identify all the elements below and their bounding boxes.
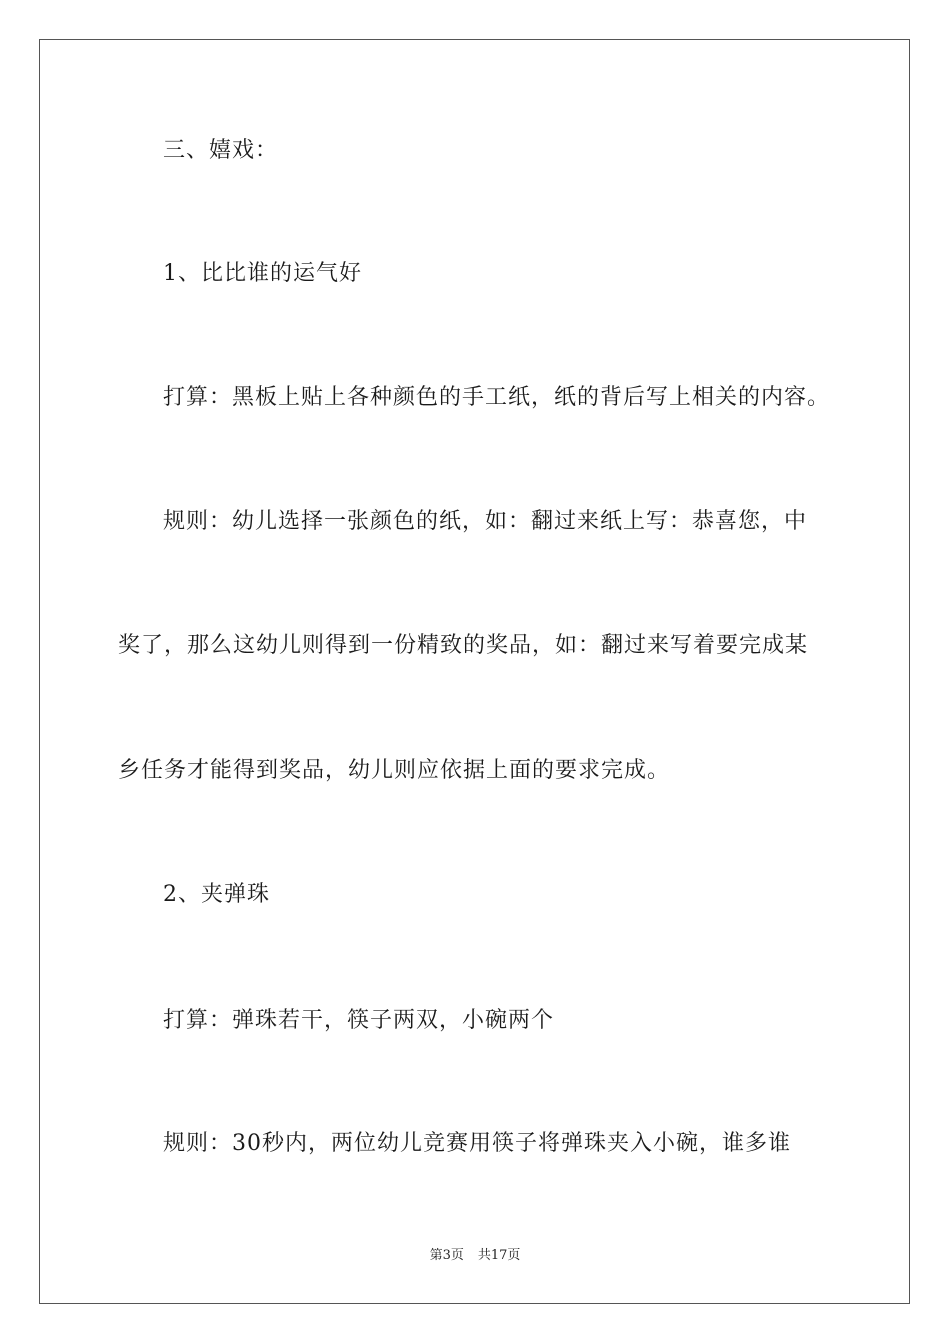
paragraph-line: 规则：30秒内，两位幼儿竞赛用筷子将弹珠夹入小碗，谁多谁 <box>163 1131 791 1156</box>
paragraph-line: 奖了，那么这幼儿则得到一份精致的奖品，如：翻过来写着要完成某 <box>118 633 809 658</box>
page-number: 第3页 <box>429 1248 464 1263</box>
page-total: 共17页 <box>477 1248 521 1263</box>
page-footer <box>0 1244 950 1263</box>
page-border <box>39 39 910 1304</box>
paragraph-line: 打算：弹珠若干，筷子两双，小碗两个 <box>163 1008 555 1033</box>
section-heading: 三、嬉戏： <box>163 138 279 163</box>
item-heading: 1、比比谁的运气好 <box>163 261 362 286</box>
paragraph-line: 打算：黑板上贴上各种颜色的手工纸，纸的背后写上相关的内容。 <box>163 385 831 410</box>
paragraph-line: 规则：幼儿选择一张颜色的纸，如：翻过来纸上写：恭喜您，中 <box>163 509 808 534</box>
item-heading: 2、夹弹珠 <box>163 882 270 907</box>
paragraph-line: 乡任务才能得到奖品，幼儿则应依据上面的要求完成。 <box>118 758 671 783</box>
